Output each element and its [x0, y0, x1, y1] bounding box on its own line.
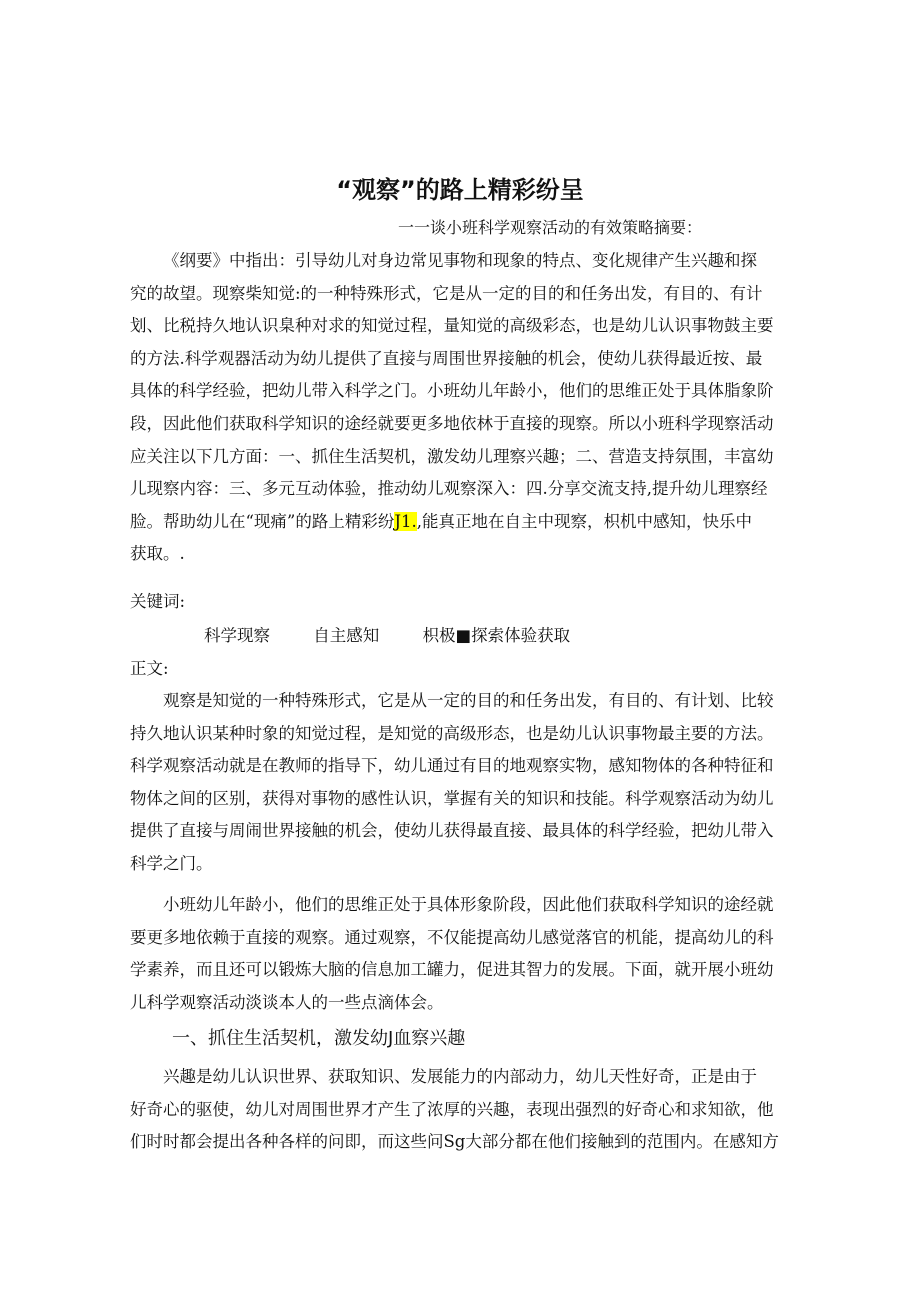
document-title: “观察”的路上精彩纷呈 — [336, 176, 584, 204]
body-line: 科学观察活动就是在教师的指导下，幼儿通过有目的地观察实物，感知物体的各种特征和 — [130, 756, 774, 776]
body-line: 好奇心的驱使，幼儿对周围世界才产生了浓厚的兴趣，表现出强烈的好奇心和求知欲，他 — [130, 1099, 774, 1119]
highlighted-text: J1. — [394, 511, 417, 531]
keyword: 科学现察 — [204, 626, 270, 645]
body-label: 正文: — [130, 659, 169, 678]
body-line: 持久地认识某种时象的知觉过程，是知觉的高级形态，也是幼儿认识事物最主要的方法。 — [130, 723, 774, 743]
body-line: 兴趣是幼儿认识世界、获取知识、发展能力的内部动力，幼儿天性好奇，正是由于 — [163, 1067, 757, 1086]
body-line: 学素养，而且还可以锻炼大脑的信息加工罐力，促进其智力的发展。下面，就开展小班幼 — [130, 960, 774, 980]
abstract-line-after: ,能真正地在自主中现察，枳机中感知，快乐中 — [416, 511, 752, 531]
abstract-line: 具体的科学经验，把幼儿带入科学之门。小班幼儿年龄小，他们的思维正处于具体脂象阶 — [130, 381, 774, 401]
abstract-line-with-highlight — [130, 506, 798, 539]
body-line: 要更多地依赖于直接的观察。通过观察，不仅能提高幼儿感觉落官的机能，提高幼儿的科 — [130, 927, 774, 947]
body-line: 小班幼儿年龄小，他们的思维正处于具体形象阶段，因此他们获取科学知识的途经就 — [163, 895, 774, 914]
keywords-row — [204, 622, 570, 646]
keyword: 枳极■探索体验获取 — [422, 626, 571, 645]
abstract-line: 《纲要》中指出：引导幼儿对身边常见事物和现象的特点、变化规律产生兴趣和探 — [163, 251, 757, 270]
abstract-line-before: 脸。帮助幼儿在“现痛”的路上精彩纷 — [130, 511, 395, 531]
body-paragraph — [130, 889, 798, 1019]
body-paragraph — [130, 1061, 798, 1159]
abstract-line: 的方法.科学观器活动为幼儿提供了直接与周围世界接触的机会，使幼儿获得最近按、最 — [130, 348, 763, 368]
body-paragraph — [130, 685, 798, 881]
abstract-line: 获取。. — [130, 544, 185, 564]
abstract-line: 儿现察内容：三、多元互动体验，推动幼儿观察深入：四.分享交流支持,提升幼儿理察经 — [130, 479, 768, 499]
keywords-label: 关键词: — [130, 592, 186, 611]
body-line: 观察是知觉的一种特殊形式，它是从一定的目的和任务出发，有目的、有计划、比较 — [163, 691, 774, 710]
body-line: 提供了直接与周闹世界接触的机会，使幼儿获得最直接、最具体的科学经验，把幼儿带入 — [130, 821, 774, 841]
abstract-paragraph — [130, 245, 798, 571]
body-line: 科学之门。 — [130, 853, 213, 873]
body-line: 们时时都会提出各种各样的问即，而这些问Sg大部分都在他们接触到的范围内。在感知方 — [130, 1132, 779, 1152]
abstract-line: 究的故望。现察柴知觉:的一种特殊形式，它是从一定的目的和任务出发，有目的、有计 — [130, 283, 763, 303]
body-line: 物体之间的区别，获得对事物的感性认识，掌握有关的知识和技能。科学观察活动为幼儿 — [130, 788, 774, 808]
abstract-line: 段，因此他们获取科学知识的途经就要更多地依林于直接的现察。所以小班科学现察活动 — [130, 413, 774, 433]
keyword: 自主感知 — [313, 626, 380, 645]
section-heading: 一、抓住生活契机，激发幼J血察兴趣 — [172, 1028, 466, 1049]
body-line: 儿科学观察活动淡谈本人的一些点滴体会。 — [130, 992, 444, 1012]
document-subtitle: 一一谈小班科学观察活动的有效策略摘要： — [398, 218, 703, 237]
abstract-line: 划、比税持久地认识臬种对求的知觉过程，量知觉的高级彩态，也是幼儿认识事物鼓主要 — [130, 316, 774, 336]
abstract-line: 应关注以下几方面：一、抓住生活契机，激发幼儿理察兴趣；二、营造支持氛围，丰富幼 — [130, 446, 774, 466]
